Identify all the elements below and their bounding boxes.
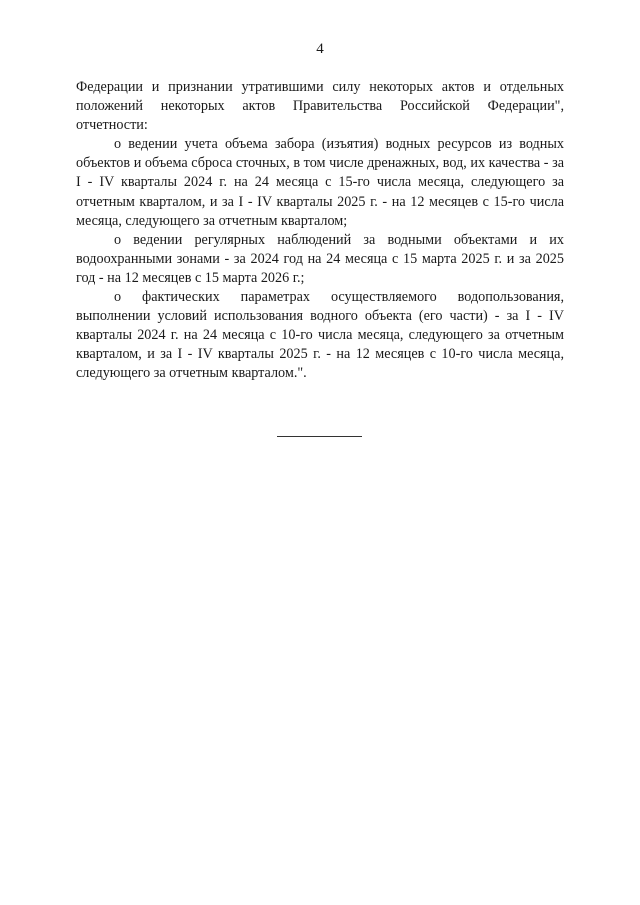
paragraph-actual-water-use-parameters: о фактических параметрах осуществляемого водопользования, выполнении условий использования водного объекта (его части) - за I - IV кварталы 2024 г. на 24 месяца с 10-го числа месяца, следующего за отчетным кварталом, и за I - IV кварталы 2025 г. - на 12 месяцев с 10-го числа месяца, следующего за отчетным кварталом.". — [76, 289, 564, 382]
paragraph-regular-observations: о ведении регулярных наблюдений за водными объектами и их водоохранными зонами - за 2024 год на 24 месяца с 15 марта 2025 г. и за 2025 год - на 12 месяцев с 15 марта 2026 г.; — [76, 231, 564, 286]
paragraph-continuation: Федерации и признании утратившими силу некоторых актов и отдельных положений некоторых актов Правительства Российской Федерации", отчетности: — [76, 79, 564, 134]
document-body — [76, 78, 564, 384]
paragraph-water-intake-accounting: о ведении учета объема забора (изъятия) водных ресурсов из водных объектов и объема сброса сточных, в том числе дренажных, вод, их качества - за I - IV кварталы 2024 г. на 24 месяца с 15-го числа месяца, следующего за отчетным кварталом, и за I - IV кварталы 2025 г. - на 12 месяцев с 15-го числа месяца, следующего за отчетным кварталом; — [76, 136, 564, 229]
end-separator-line — [277, 436, 362, 437]
page-number: 4 — [316, 41, 324, 57]
